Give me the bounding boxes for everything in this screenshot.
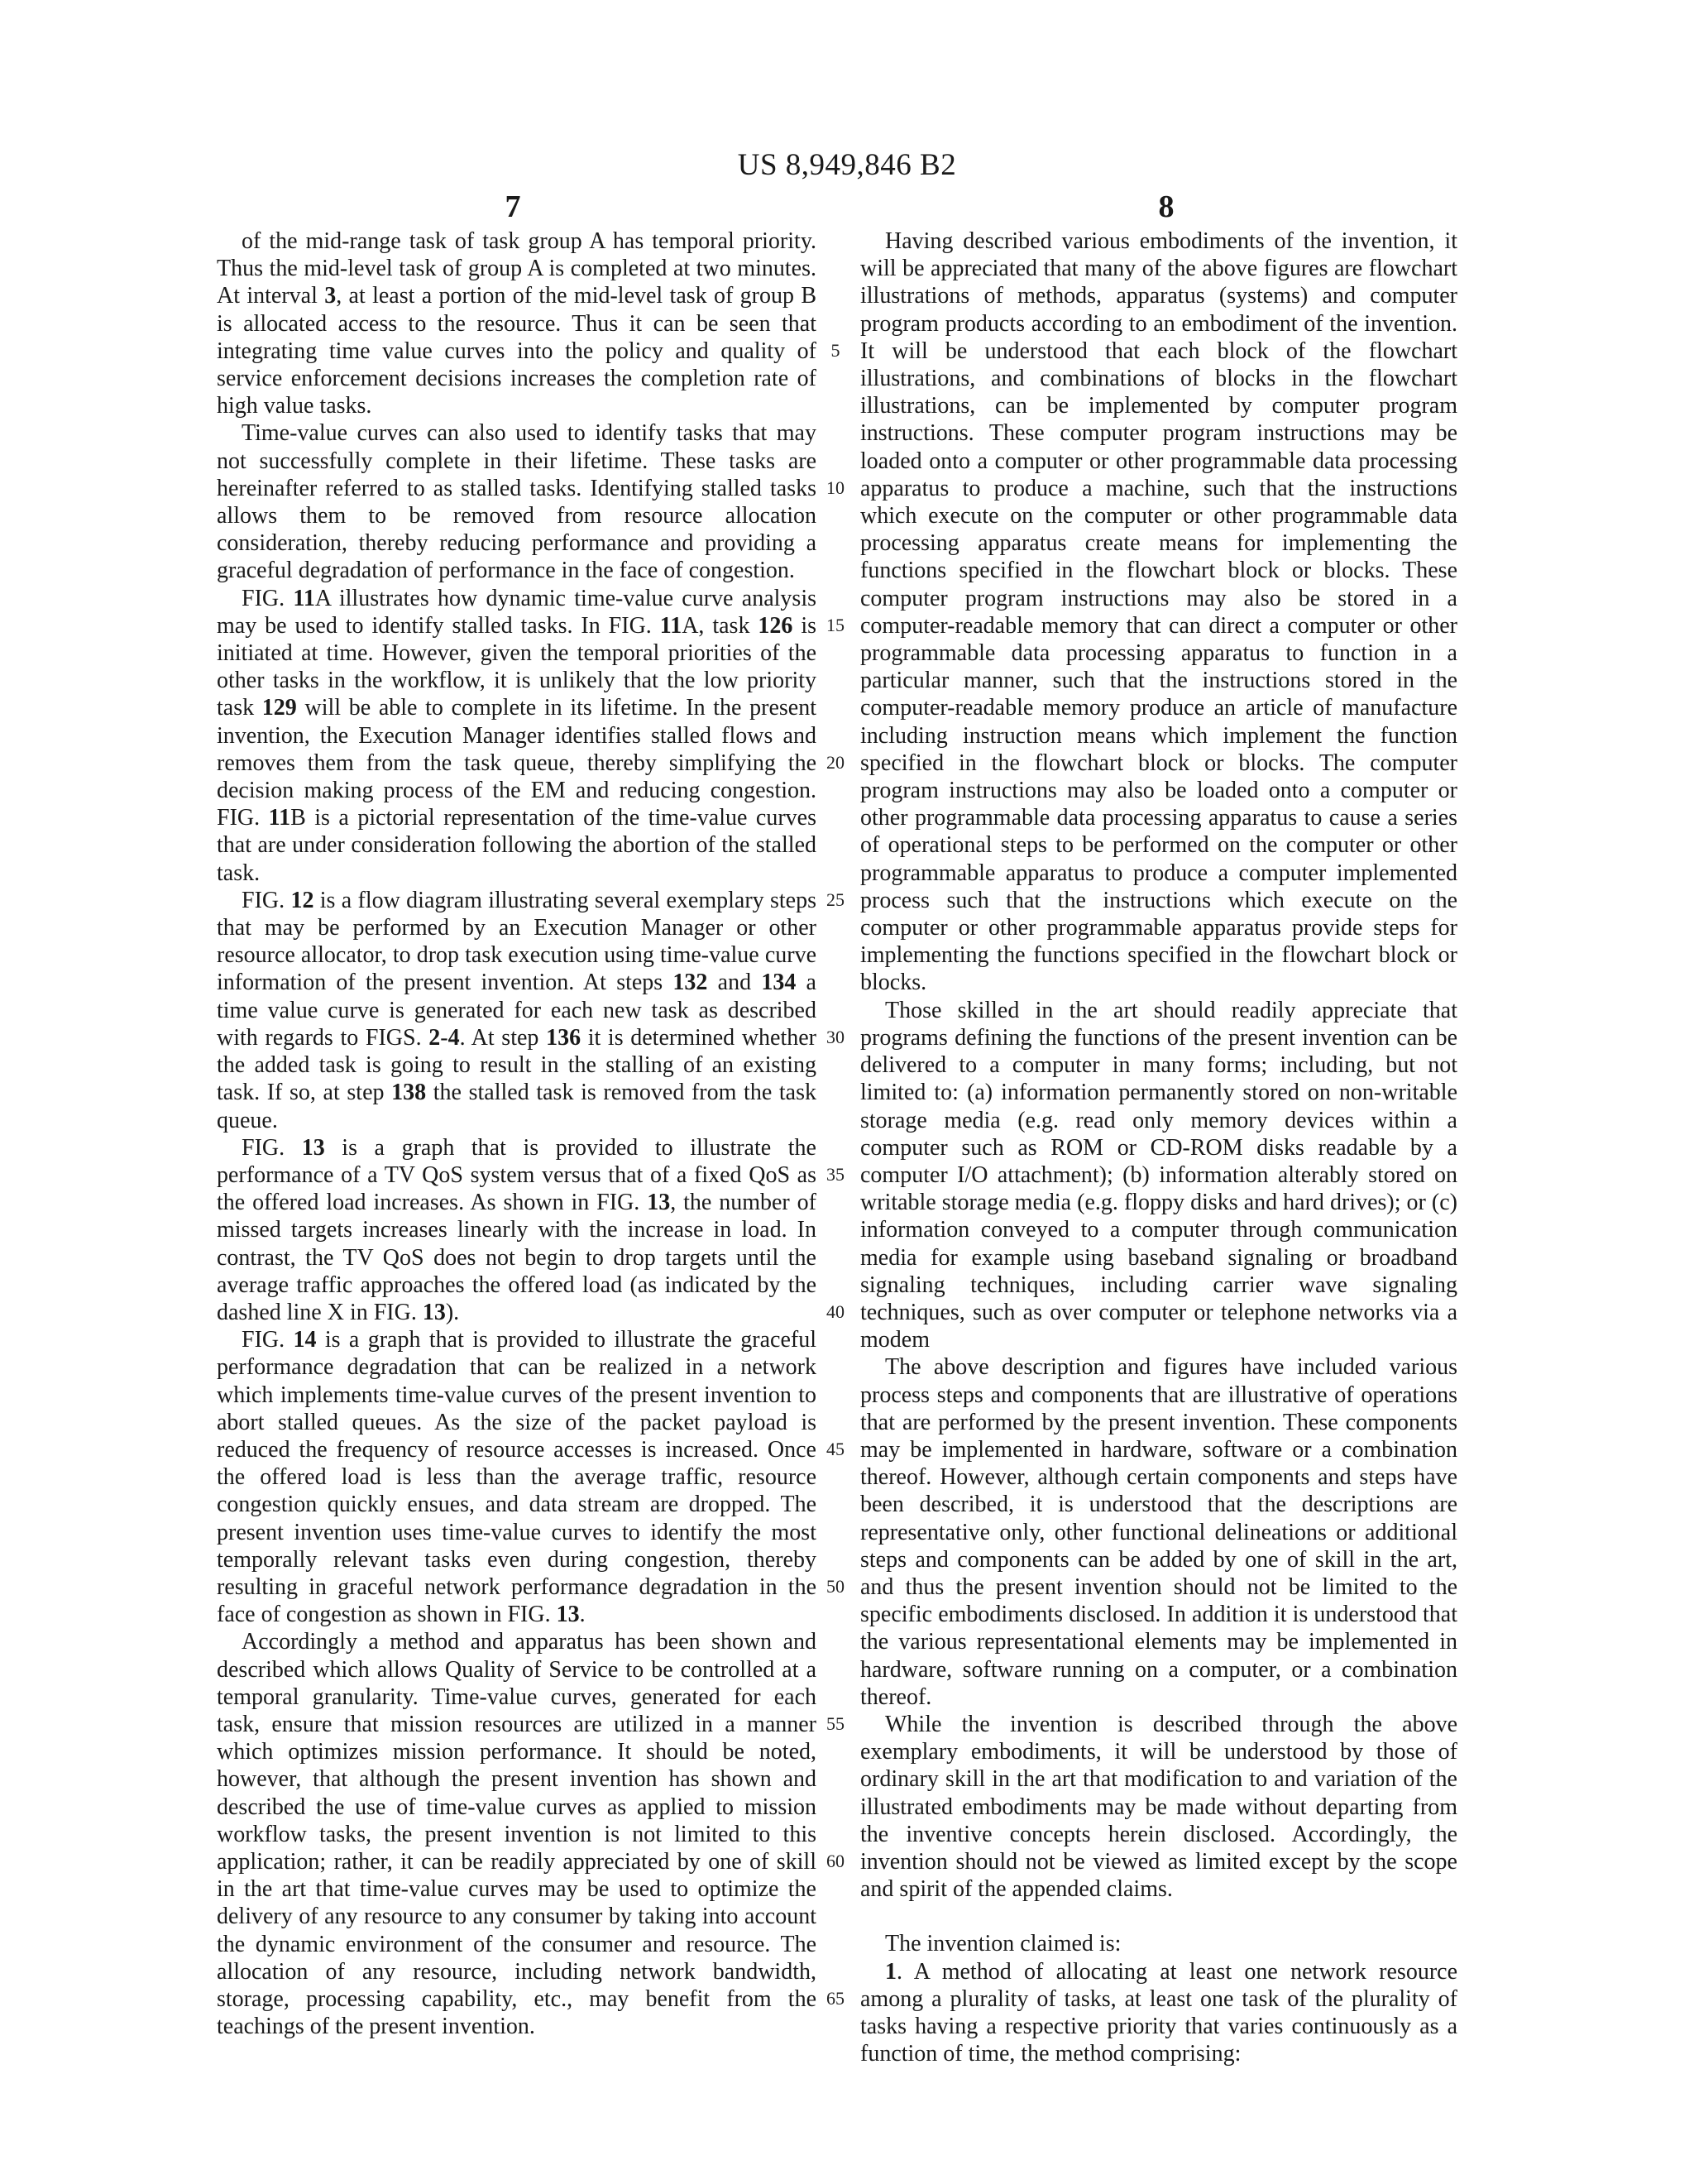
line-number: 15 bbox=[826, 615, 845, 635]
patent-number: US 8,949,846 B2 bbox=[737, 148, 957, 182]
right-text-column bbox=[860, 228, 1457, 2067]
right-page-number: 8 bbox=[1158, 189, 1175, 224]
line-number: 10 bbox=[826, 477, 845, 498]
line-number: 50 bbox=[826, 1576, 845, 1597]
paragraph: Accordingly a method and apparatus has been shown and described which allows Quality of Service to be controlled at a temporal granularity. Time-value curves, generated for each task, ensure that mission resources are utilized in a manner which optimizes mission performance. It should be noted, however, that although the present invention has shown and described the use of time-value curves as applied to mission workflow tasks, the present invention is not limited to this application; rather, it can be readily appreciated by one of skill in the art that time-value curves may be used to optimize the delivery of any resource to any consumer by taking into account the dynamic environment of the consumer and resource. The allocation of any resource, including network bandwidth, storage, processing capability, etc., may benefit from the teachings of the present invention. bbox=[217, 1629, 816, 2040]
line-number: 25 bbox=[826, 889, 845, 910]
paragraph: FIG. 11A illustrates how dynamic time-value curve analysis may be used to identify stalled tasks. In FIG. 11A, task 126 is initiated at time. However, given the temporal priorities of the other tasks in the workflow, it is unlikely that the low priority task 129 will be able to complete in its lifetime. In the present invention, the Execution Manager identifies stalled flows and removes them from the task queue, thereby simplifying the decision making process of the EM and reducing congestion. FIG. 11B is a pictorial representation of the time-value curves that are under consideration following the abortion of the stalled task. bbox=[217, 585, 817, 886]
paragraph: Having described various embodiments of the invention, it will be appreciated that many of the above figures are flowchart illustrations of methods, apparatus (systems) and computer program products according to an embodiment of the invention. It will be understood that each block of the flowchart illustrations, and combinations of blocks in the flowchart illustrations, can be implemented by computer program instructions. These computer program instructions may be loaded onto a computer or other programmable data processing apparatus to produce a machine, such that the instructions which execute on the computer or other programmable data processing apparatus create means for implementing the functions specified in the flowchart block or blocks. These computer program instructions may also be stored in a computer-readable memory that can direct a computer or other programmable data processing apparatus to function in a particular manner, such that the instructions stored in the computer-readable memory produce an article of manufacture including instruction means which implement the function specified in the flowchart block or blocks. The computer program instructions may also be loaded onto a computer or other programmable data processing apparatus to cause a series of operational steps to be performed on the computer or other programmable apparatus to produce a computer implemented process such that the instructions which execute on the computer or other programmable apparatus provide steps for implementing the functions specified in the flowchart block or blocks. bbox=[860, 228, 1457, 996]
left-text-column bbox=[217, 228, 816, 2040]
line-number: 20 bbox=[826, 752, 845, 773]
line-number: 30 bbox=[826, 1027, 845, 1047]
paragraph: FIG. 13 is a graph that is provided to illustrate the performance of a TV QoS system versus that of a fixed QoS as the offered load increases. As shown in FIG. 13, the number of missed targets increases linearly with the increase in load. In contrast, the TV QoS does not begin to drop targets until the average traffic approaches the offered load (as indicated by the dashed line X in FIG. 13). bbox=[217, 1134, 816, 1325]
left-page-number: 7 bbox=[505, 189, 521, 224]
paragraph: The above description and figures have included various process steps and components that are illustrative of operations that are performed by the present invention. These components may be implemented in hardware, software or a combination thereof. However, although certain components and steps have been described, it is understood that the descriptions are representative only, other functional delineations or additional steps and components can be added by one of skill in the art, and thus the present invention should not be limited to the specific embodiments disclosed. In addition it is understood that the various representational elements may be implemented in hardware, software running on a computer, or a combination thereof. bbox=[860, 1354, 1457, 1710]
paragraph: FIG. 14 is a graph that is provided to illustrate the graceful performance degradation that can be realized in a network which implements time-value curves of the present invention to abort stalled queues. As the size of the packet payload is reduced the frequency of resource accesses is increased. Once the offered load is less than the average traffic, resource congestion quickly ensues, and data stream are dropped. The present invention uses time-value curves to identify the most temporally relevant tasks even during congestion, thereby resulting in graceful network performance degradation in the face of congestion as shown in FIG. 13. bbox=[217, 1327, 816, 1628]
paragraph: Those skilled in the art should readily appreciate that programs defining the functions of the present invention can be delivered to a computer in many forms; including, but not limited to: (a) information permanently stored on non-writable storage media (e.g. read only memory devices within a computer such as ROM or CD-ROM disks readable by a computer I/O attachment); (b) information alterably stored on writable storage media (e.g. floppy disks and hard drives); or (c) information conveyed to a computer through communication media for example using baseband signaling or broadband signaling techniques, including carrier wave signaling techniques, such as over computer or telephone networks via a modem bbox=[860, 997, 1457, 1353]
line-number: 35 bbox=[826, 1164, 845, 1185]
line-number: 60 bbox=[826, 1851, 845, 1871]
paragraph: FIG. 12 is a flow diagram illustrating several exemplary steps that may be performed by an Execution Manager or other resource allocator, to drop task execution using time-value curve information of the present invention. At steps 132 and 134 a time value curve is generated for each new task as described with regards to FIGS. 2-4. At step 136 it is determined whether the added task is going to result in the stalling of an existing task. If so, at step 138 the stalled task is removed from the task queue. bbox=[217, 887, 817, 1133]
line-number: 40 bbox=[826, 1301, 845, 1322]
line-number: 55 bbox=[826, 1713, 845, 1734]
paragraph: of the mid-range task of task group A has temporal priority. Thus the mid-level task of group A is completed at two minutes. At interval 3, at least a portion of the mid-level task of group B is allocated access to the resource. Thus it can be seen that integrating time value curves into the policy and quality of service enforcement decisions increases the completion rate of high value tasks. bbox=[217, 228, 816, 419]
line-number: 65 bbox=[826, 1988, 845, 2009]
paragraph: While the invention is described through the above exemplary embodiments, it will be understood by those of ordinary skill in the art that modification to and variation of the illustrated embodiments may be made without departing from the inventive concepts herein disclosed. Accordingly, the invention should not be viewed as limited except by the scope and spirit of the appended claims. bbox=[860, 1711, 1457, 1903]
paragraph: Time-value curves can also used to identify tasks that may not successfully complete in their lifetime. These tasks are hereinafter referred to as stalled tasks. Identifying stalled tasks allows them to be removed from resource allocation consideration, thereby reducing performance and providing a graceful degradation of performance in the face of congestion. bbox=[217, 420, 816, 584]
line-number: 5 bbox=[830, 340, 840, 361]
claim-1: 1. A method of allocating at least one network resource among a plurality of tasks, at least one task of the plurality of tasks having a respective priority that varies continuously as a function of time, the method comprising: bbox=[860, 1958, 1457, 2067]
line-number: 45 bbox=[826, 1439, 845, 1459]
claims-intro: The invention claimed is: bbox=[885, 1931, 1122, 1957]
